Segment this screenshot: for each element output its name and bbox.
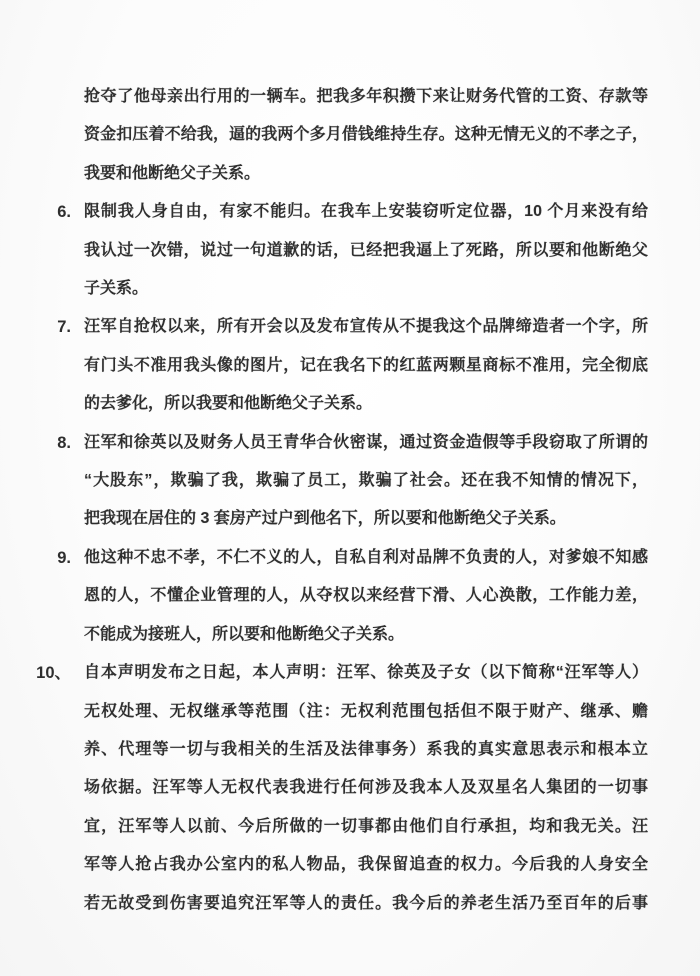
item-number: 8. [57,433,71,452]
text-line: 限制我人身自由，有家不能归。在我车上安装窃听定位器，10 个月来没有给 [84,203,648,221]
text-line: 场依据。汪军等人无权代表我进行任何涉及我本人及双星名人集团的一切事 [84,779,648,797]
text-line: 军等人抢占我办公室内的私人物品，我保留追查的权力。今后我的人身安全 [84,856,648,874]
text-line: 有门头不准用我头像的图片，记在我名下的红蓝两颗星商标不准用，完全彻底 [84,356,648,374]
text-line: 他这种不忠不孝，不仁不义的人，自私自利对品牌不负责的人，对爹娘不知感 [84,548,648,566]
statement-paragraph [57,424,648,539]
statement-paragraphs [36,78,648,923]
text-line: 恩的人，不懂企业管理的人，从夺权以来经营下滑、人心涣散，工作能力差， [84,587,648,605]
statement-paragraph [36,654,648,923]
text-line: 汪军自抢权以来，所有开会以及发布宣传从不提我这个品牌缔造者一个字，所 [84,318,648,336]
text-line: 的去爹化，所以我要和他断绝父子关系。 [84,395,373,413]
text-line: 汪军和徐英以及财务人员王青华合伙密谋，通过资金造假等手段窃取了所谓的 [84,433,648,451]
statement-paragraph [57,308,648,423]
text-line: 养、代理等一切与我相关的生活及法律事务）系我的真实意思表示和根本立 [84,740,648,758]
statement-paragraph [57,539,648,654]
statement-paragraph [84,78,648,193]
text-line: 我认过一次错，说过一句道歉的话，已经把我逼上了死路，所以要和他断绝父 [84,241,648,259]
text-line: 资金扣压着不给我，逼的我两个多月借钱维持生存。这种无情无义的不孝之子， [84,126,648,144]
item-number: 6. [57,203,71,222]
text-line: 不能成为接班人，所以要和他断绝父子关系。 [84,625,405,643]
text-line: “大股东”，欺骗了我，欺骗了员工，欺骗了社会。还在我不知情的情况下， [84,472,648,490]
text-line: 我要和他断绝父子关系。 [84,164,261,182]
text-line: 把我现在居住的 3 套房产过户到他名下，所以要和他断绝父子关系。 [84,510,566,528]
text-line: 宜，汪军等人以前、今后所做的一切事都由他们自行承担，均和我无关。汪 [84,817,648,835]
item-number: 7. [57,318,71,337]
item-number: 9. [57,548,71,567]
text-line: 若无故受到伤害要追究汪军等人的责任。我今后的养老生活乃至百年的后事 [84,894,648,912]
text-line: 自本声明发布之日起，本人声明：汪军、徐英及子女（以下简称“汪军等人） [84,664,648,682]
item-number: 10、 [36,664,71,683]
text-line: 抢夺了他母亲出行用的一辆车。把我多年积攒下来让财务代管的工资、存款等 [84,88,648,105]
statement-paragraph [57,193,648,308]
text-line: 无权处理、无权继承等范围（注：无权利范围包括但不限于财产、继承、赡 [84,702,648,720]
text-line: 子关系。 [84,280,149,298]
